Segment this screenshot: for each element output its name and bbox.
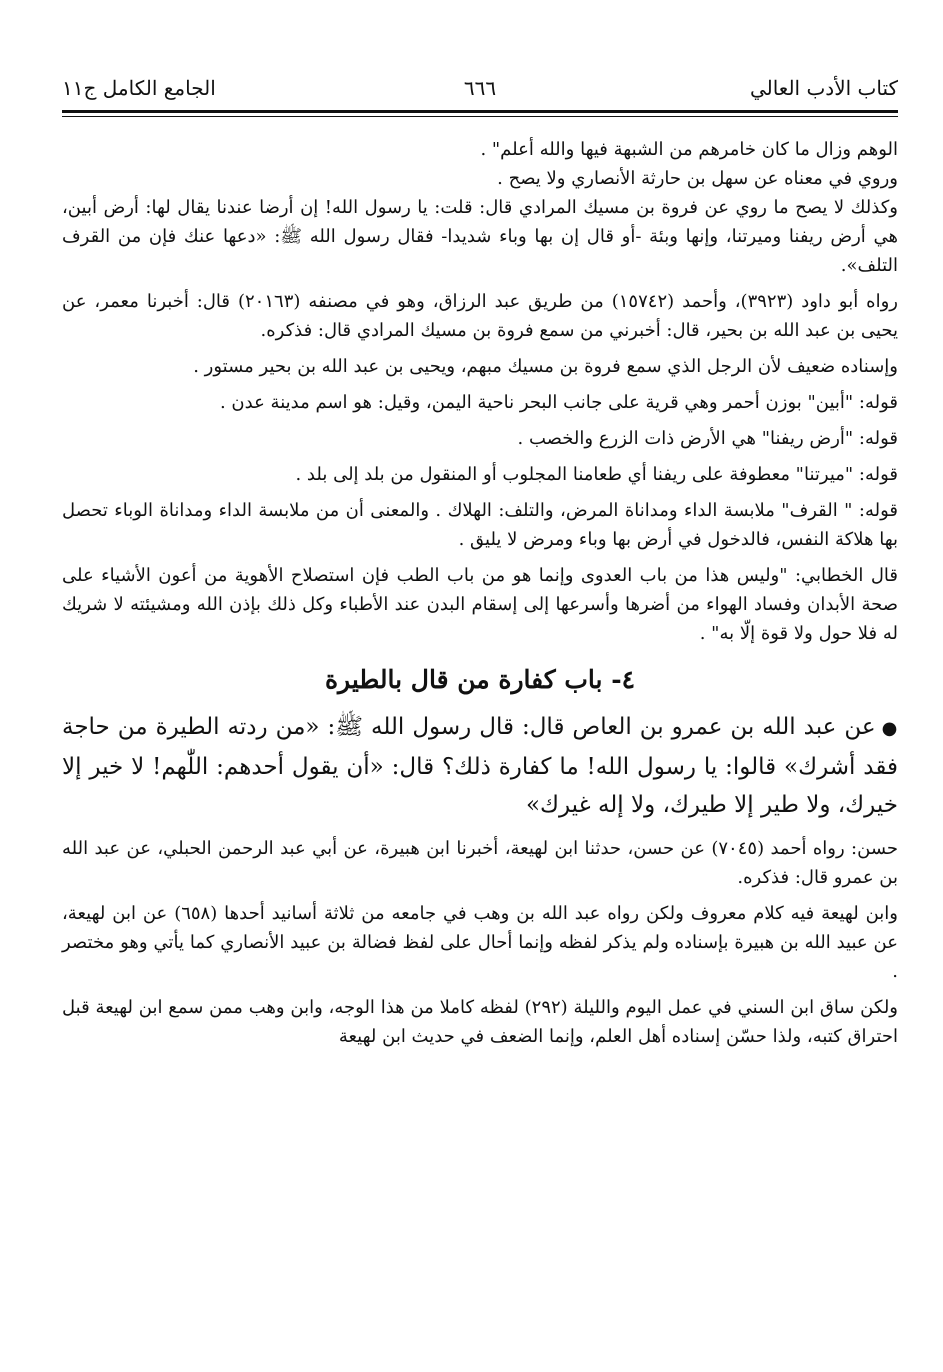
paragraph: الوهم وزال ما كان خامرهم من الشبهة فيها والله أعلم" . xyxy=(480,139,898,160)
commentary-block-2 xyxy=(62,834,898,1051)
hadith-body: عن عبد الله بن عمرو بن العاص قال: قال رسول الله ﷺ: «من ردته الطيرة من حاجة فقد أشرك» قالوا: يا رسول الله! ما كفارة ذلك؟ قال: «أن يقول أحدهم: اللّٰهم! لا خير إلا خيرك، ولا طير إلا طيرك، ولا إله غيرك» xyxy=(62,714,898,818)
paragraph: قوله: "أبين" بوزن أحمر وهي قرية على جانب البحر ناحية اليمن، وقيل: هو اسم مدينة عدن . xyxy=(219,392,898,413)
running-header xyxy=(62,64,898,113)
paragraph: وإسناده ضعيف لأن الرجل الذي سمع فروة بن مسيك مبهم، ويحيى بن عبد الله بن بحير مستور . xyxy=(193,356,898,377)
hadith-block xyxy=(62,708,898,824)
paragraph: حسن: رواه أحمد (٧٠٤٥) عن حسن، حدثنا ابن لهيعة، أخبرنا ابن هبيرة، عن أبي عبد الرحمن الحبلي، عن عبد الله بن عمرو قال: فذكره. xyxy=(62,838,899,888)
hadith-text xyxy=(62,708,898,824)
paragraph: قوله: "ميرتنا" معطوفة على ريفنا أي طعامنا المجلوب أو المنقول من بلد إلى بلد . xyxy=(295,464,898,485)
paragraph: وكذلك لا يصح ما روي عن فروة بن مسيك المرادي قال: قلت: يا رسول الله! إن أرضا عندنا يقال لها: أرض أبين، هي أرض ريفنا وميرتنا، وإنها وبئة -أو قال إن بها وباء شديدا- فقال رسول الله ﷺ: «دعها عنك فإن من القرف التلف». xyxy=(62,197,898,276)
paragraph: ولكن ساق ابن السني في عمل اليوم والليلة (٢٩٢) لفظه كاملا من هذا الوجه، وابن وهب ممن سمع ابن لهيعة قبل احتراق كتبه، ولذا حسّن إسناده أهل العلم، وإنما الضعف في حديث ابن لهيعة xyxy=(62,997,899,1047)
volume-label: الجامع الكامل ج١١ xyxy=(62,76,216,100)
section-title: ٤- باب كفارة من قال بالطيرة xyxy=(324,665,636,694)
book-title: كتاب الأدب العالي xyxy=(749,76,898,100)
page-number: ٦٦٦ xyxy=(463,76,497,100)
book-page xyxy=(62,64,898,1051)
paragraph: وابن لهيعة فيه كلام معروف ولكن رواه عبد الله بن وهب في جامعه من ثلاثة أسانيد أحدها (٦٥٨) عن ابن لهيعة، عن عبيد الله بن هبيرة بإسناده ولم يذكر لفظه وإنما أحال على لفظ فضالة بن عبيد الأنصاري كما يأتي وهو مختصر . xyxy=(62,903,899,982)
paragraph: قوله: "أرض ريفنا" هي الأرض ذات الزرع والخصب . xyxy=(517,428,898,449)
paragraph: وروي في معناه عن سهل بن حارثة الأنصاري ولا يصح . xyxy=(497,168,898,189)
paragraph: رواه أبو داود (٣٩٢٣)، وأحمد (١٥٧٤٢) من طريق عبد الرزاق، وهو في مصنفه (٢٠١٦٣) قال: أخبرنا معمر، عن يحيى بن عبد الله بن بحير، قال: أخبرني من سمع فروة بن مسيك المرادي قال: فذكره. xyxy=(62,291,898,341)
paragraph: قوله: " القرف" ملابسة الداء ومداناة المرض، والتلف: الهلاك . والمعنى أن من ملابسة الداء ومداناة الوباء تحصل بها هلاكة النفس، فالدخول في أرض بها وباء ومرض لا يليق . xyxy=(62,500,898,550)
commentary-block-1 xyxy=(62,135,898,648)
paragraph: قال الخطابي: "وليس هذا من باب العدوى وإنما هو من باب الطب فإن استصلاح الأهوية من أعون الأشياء على صحة الأبدان وفساد الهواء من أضرها وأسرعها إلى إسقام البدن عند الأطباء وكل ذلك بإذن الله ومشيئته لا شريك له فلا حول ولا قوة إلّا به" . xyxy=(62,565,898,644)
bullet-icon: ● xyxy=(881,718,898,739)
page-body xyxy=(62,135,898,1051)
